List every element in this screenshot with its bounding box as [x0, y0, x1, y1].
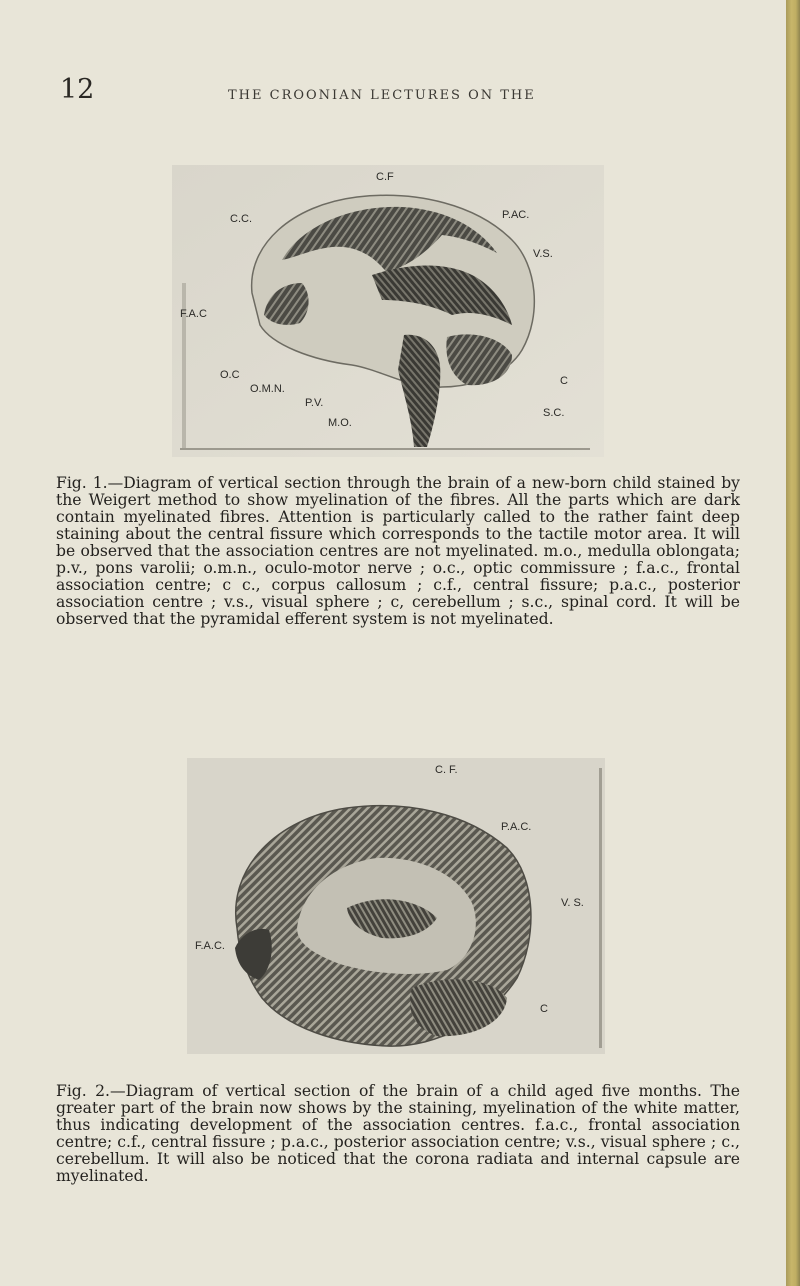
figure-1-caption — [56, 475, 740, 628]
running-head: THE CROONIAN LECTURES ON THE — [228, 88, 536, 103]
page-number: 12 — [60, 74, 95, 105]
figure-2-caption-text: 2.—Diagram of vertical section of the brain of a child aged five months. The greater part of the brain now shows by the staining, myelination of the white matter, thus indicating development of the association centres. f.a.c., frontal association centre; c.f., central fissure ; p.a.c., posterior association centre; v.s., visual sphere ; c., cerebellum. It will also be noticed that the corona radiata and internal capsule are myelinated. — [56, 1082, 740, 1185]
fig1-label-vs: V.S. — [533, 248, 553, 260]
fig1-label-cf: C.F — [376, 171, 394, 183]
fig1-label-omn: O.M.N. — [250, 383, 285, 395]
figure-1-caption-prefix: Fig. — [56, 474, 87, 492]
fig2-label-pac: P.A.C. — [501, 821, 532, 833]
fig2-label-c: C — [540, 1003, 548, 1015]
figure-1-brain-image — [172, 165, 604, 457]
page-edge — [786, 0, 800, 1286]
fig1-label-fac: F.A.C — [180, 308, 207, 320]
fig1-label-sc: S.C. — [543, 407, 565, 419]
fig1-label-mo: M.O. — [328, 417, 352, 429]
figure-2 — [187, 758, 605, 1054]
figure-1-caption-text: 1.—Diagram of vertical section through the brain of a new-born child stained by the Weigert method to show myelination of the fibres. All the parts which are dark contain myelinated fibres. Attention is particularly called to the rather faint deep staining about the central fissure which corresponds to the tactile motor area. It will be observed that the association centres are not myelinated. m.o., medulla oblongata; p.v., pons varolii; o.m.n., oculo-motor nerve ; o.c., optic commissure ; f.a.c., frontal association centre; c c., corpus callosum ; c.f., central fissure; p.a.c., posterior association centre ; v.s., visual sphere ; c, cerebellum ; s.c., spinal cord. It will be observed that the pyramidal efferent system is not myelinated. — [56, 474, 740, 628]
figure-2-caption — [56, 1083, 740, 1185]
figure-2-caption-prefix: Fig. — [56, 1082, 87, 1100]
fig1-label-pv: P.V. — [305, 397, 324, 409]
figure-1 — [172, 165, 604, 457]
fig2-label-fac: F.A.C. — [195, 940, 225, 952]
fig2-label-vs: V. S. — [561, 897, 584, 909]
fig2-label-cf: C. F. — [435, 764, 458, 776]
fig1-label-pac: P.AC. — [502, 209, 530, 221]
fig1-label-oc: O.C — [220, 369, 240, 381]
fig1-label-c: C — [560, 375, 568, 387]
fig1-label-cc: C.C. — [230, 213, 252, 225]
